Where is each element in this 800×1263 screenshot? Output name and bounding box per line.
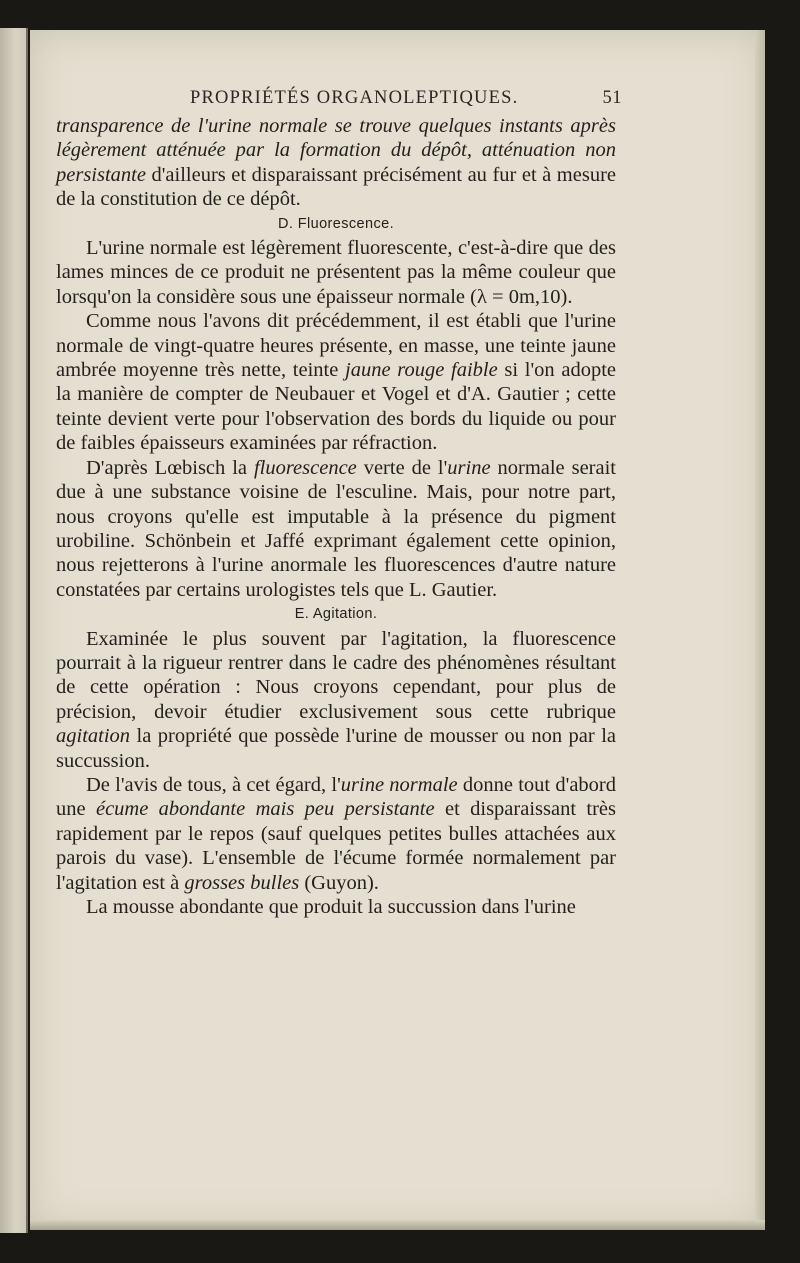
italic-run: jaune rouge faible bbox=[345, 359, 498, 382]
paragraph bbox=[56, 895, 616, 919]
text-run: d'ailleurs et disparaissant précisément au fur et à mesure de la constitution de ce dépôt. bbox=[56, 163, 616, 211]
text-run: normale serait due à une substance voisine de l'esculine. Mais, pour notre part, nous croyons qu'elle est imputable à la présence du pigment urobiline. Schönbein et Jaffé exprimant également cette opinion, nous rejetterons à l'urine anormale les fluorescences d'autre nature constatées par certains urologistes tels que L. Gautier. bbox=[56, 456, 616, 601]
header-title: PROPRIÉTÉS ORGANOLEPTIQUES. bbox=[190, 88, 519, 108]
text-run: et disparaissant très rapidement par le repos (sauf quelques petites bulles attachées aux parois du vase). L'ensemble de l'écume formée normalement par l'agitation est à bbox=[56, 798, 616, 894]
text-run: si l'on adopte la manière de compter de Neubauer et Vogel et d'A. Gautier ; cette teinte devient verte pour l'observation des bords du liquide ou pour de faibles épaisseurs examinées par réfraction. bbox=[56, 359, 617, 455]
paragraph bbox=[56, 627, 616, 773]
paragraph bbox=[56, 456, 616, 602]
section-heading-agitation: E. Agitation. bbox=[294, 606, 378, 623]
italic-run: urine bbox=[447, 456, 491, 479]
text-run: La mousse abondante que produit la succussion dans l'urine bbox=[86, 896, 576, 918]
text-run: donne tout d'abord une bbox=[56, 773, 616, 821]
paragraph bbox=[56, 114, 616, 212]
text-run: Examinée le plus souvent par l'agitation, la fluorescence pourrait à la rigueur rentrer dans le cadre des phénomènes résultant de cette opération : Nous croyons cependant, pour plus de précision, devoir étudier exclusivement sous cette rubrique bbox=[56, 627, 616, 723]
text-run: (Guyon). bbox=[299, 871, 379, 894]
paragraph bbox=[56, 236, 616, 309]
italic-run: urine normale bbox=[340, 773, 458, 796]
previous-page-edge bbox=[0, 28, 28, 1233]
italic-run: agitation bbox=[56, 725, 131, 748]
italic-run: grosses bulles bbox=[184, 871, 300, 894]
italic-run: fluorescence bbox=[253, 456, 357, 479]
text-run: D'après Lœbisch la bbox=[86, 456, 254, 479]
text-run: Comme nous l'avons dit précédemment, il est établi que l'urine normale de vingt-quatre heures présente, en masse, une teinte jaune ambrée moyenne très nette, teinte bbox=[56, 310, 616, 382]
body-text bbox=[56, 114, 616, 919]
italic-run: transparence de l'urine normale se trouve quelques instants après légèrement atténuée par la formation du dépôt, atténuation non persistante bbox=[56, 115, 616, 186]
text-run: L'urine normale est légèrement fluorescente, c'est-à-dire que des lames minces de ce produit ne présentent pas la même couleur que lorsqu'on la considère sous une épaisseur normale (λ = 0m,10). bbox=[56, 237, 616, 308]
paragraph bbox=[56, 309, 616, 455]
text-run: la propriété que possède l'urine de mousser ou non par la succussion. bbox=[56, 725, 616, 772]
italic-run: écume abondante mais peu persistante bbox=[95, 798, 435, 821]
running-header bbox=[190, 88, 630, 109]
text-run: De l'avis de tous, à cet égard, l' bbox=[86, 773, 341, 796]
section-heading-fluorescence: D. Fluorescence. bbox=[278, 215, 394, 232]
text-run: verte de l' bbox=[356, 456, 448, 479]
page-edge-right bbox=[755, 30, 765, 1230]
page-edge-bottom bbox=[30, 1220, 765, 1230]
paragraph bbox=[56, 773, 616, 895]
page-number: 51 bbox=[602, 88, 622, 108]
